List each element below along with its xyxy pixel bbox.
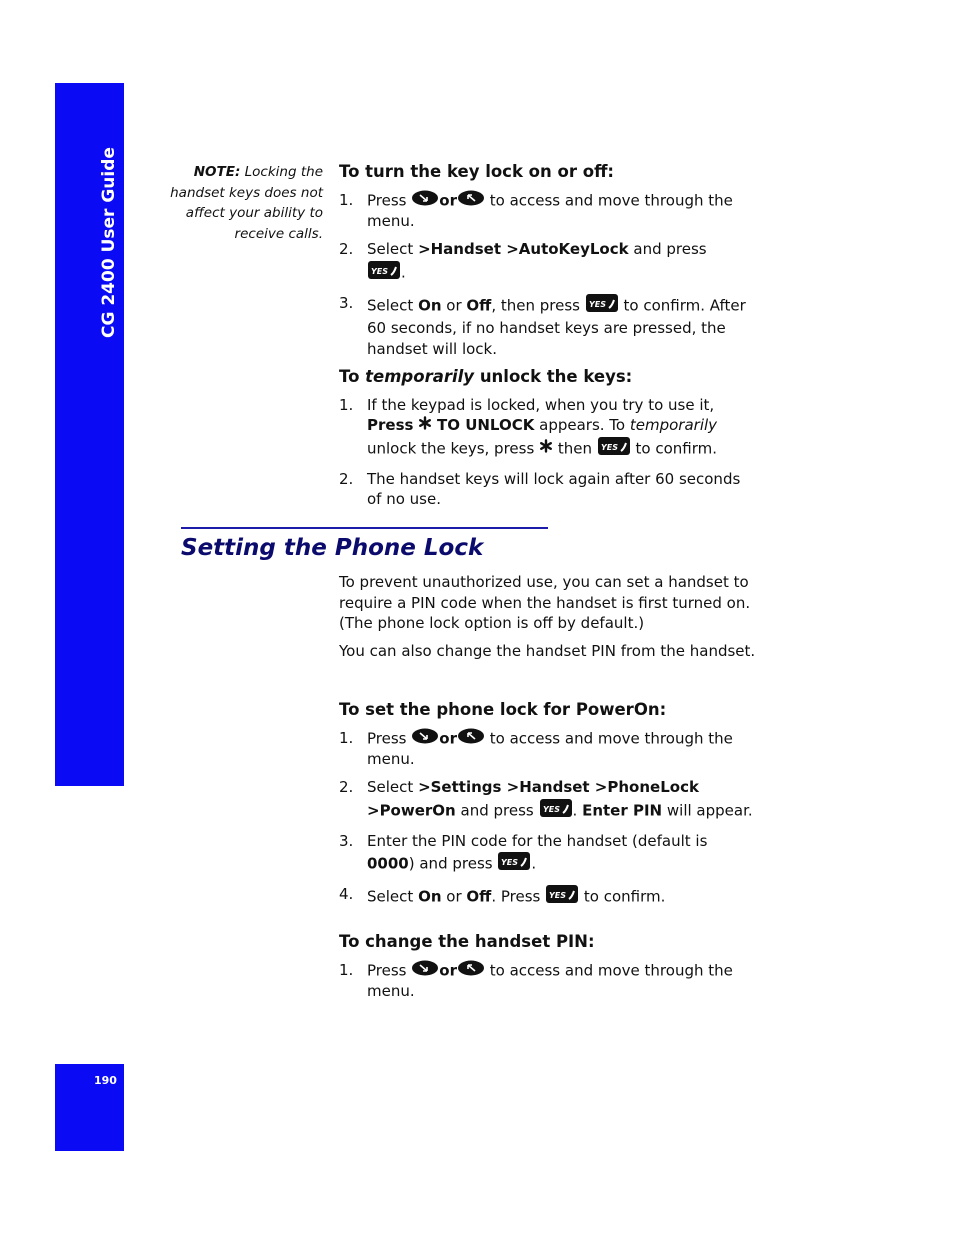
step-text: If the keypad is locked, when you try to use it, — [367, 395, 715, 414]
side-note — [150, 162, 323, 244]
step-text: to access and move through the menu. — [367, 728, 733, 768]
svg-text:YES: YES — [600, 442, 618, 452]
step-text: unlock the keys, press — [367, 439, 535, 457]
svg-text:YES: YES — [371, 266, 389, 276]
temp-unlock-steps — [339, 395, 759, 510]
change-pin-steps — [339, 960, 759, 1002]
intro-paragraph: To prevent unauthorized use, you can set a handset to require a PIN code when the handset is first turned on. (The phone lock option is off by default.) — [339, 573, 751, 632]
poweron-section — [339, 700, 759, 917]
temp-unlock-section — [339, 367, 759, 517]
step-text: . — [531, 854, 537, 873]
step-text: ) and press — [408, 854, 493, 873]
step-text: Select — [367, 778, 414, 796]
nav-down-key-icon — [411, 190, 439, 212]
step-text: Enter the PIN code for the handset (default is — [367, 831, 708, 850]
step-text: will appear. — [666, 800, 753, 819]
list-item — [339, 190, 759, 232]
yes-key-icon — [545, 884, 579, 910]
star-key-icon — [418, 415, 432, 436]
or-text: or — [439, 728, 457, 747]
menu-path: >Handset >AutoKeyLock — [418, 240, 629, 258]
nav-down-key-icon — [411, 728, 439, 750]
step-number: 2. — [339, 778, 354, 796]
key-lock-steps — [339, 190, 759, 360]
side-title-area — [55, 83, 124, 786]
poweron-steps — [339, 728, 759, 910]
yes-key-icon — [597, 436, 631, 462]
heading-part: unlock the keys: — [479, 367, 633, 386]
step-number: 1. — [339, 728, 354, 747]
nav-down-key-icon — [411, 960, 439, 982]
step-text: to confirm. — [635, 439, 718, 457]
step-text: Select — [367, 887, 414, 906]
step-number: 4. — [339, 885, 354, 903]
list-item — [339, 293, 759, 360]
list-item — [339, 960, 759, 1002]
step-text: Select — [367, 295, 414, 314]
note-label: NOTE: — [193, 164, 241, 180]
section-title: Setting the Phone Lock — [181, 535, 484, 561]
step-number: 2. — [339, 240, 354, 258]
step-text: then — [557, 439, 592, 457]
yes-key-icon — [539, 798, 573, 824]
step-text: or — [446, 295, 462, 314]
nav-up-key-icon — [457, 728, 485, 750]
step-number: 2. — [339, 469, 354, 488]
step-text: Press — [367, 960, 407, 979]
list-item — [339, 777, 759, 823]
screen-message: Enter PIN — [582, 800, 663, 819]
step-text: and press — [633, 240, 707, 258]
step-text: to access and move through the menu. — [367, 190, 733, 230]
svg-text:YES: YES — [549, 891, 567, 900]
step-text: or — [446, 887, 462, 906]
or-text: or — [439, 190, 457, 209]
step-text: . Press — [491, 887, 541, 906]
intro-paragraph: You can also change the handset PIN from the handset. — [339, 642, 756, 660]
step-number: 1. — [339, 190, 354, 209]
step-text: . — [572, 800, 578, 819]
step-text: The handset keys will lock again after 60 seconds of no use. — [367, 469, 741, 509]
heading-emphasis: temporarily — [365, 367, 475, 386]
list-item — [339, 884, 759, 910]
page-number: 190 — [94, 1074, 117, 1087]
list-item — [339, 395, 759, 462]
step-text: to confirm. After 60 seconds, if no handset keys are pressed, the handset will lock. — [367, 295, 746, 358]
list-item — [339, 469, 759, 510]
yes-key-icon — [585, 293, 619, 319]
menu-path: >Settings >Handset >PhoneLock >PowerOn — [367, 778, 699, 819]
step-text: Press — [367, 728, 407, 747]
guide-title: CG 2400 User Guide — [99, 147, 119, 338]
section-divider — [181, 527, 548, 529]
step-number: 3. — [339, 293, 354, 312]
note-text: Locking the handset keys does not affect your ability to receive calls. — [170, 164, 323, 242]
key-lock-heading: To turn the key lock on or off: — [339, 162, 615, 181]
nav-up-key-icon — [457, 190, 485, 212]
list-item — [339, 831, 759, 877]
star-key-icon — [539, 438, 553, 459]
on-option: On — [418, 887, 442, 906]
or-text: or — [439, 960, 457, 979]
svg-text:YES: YES — [542, 804, 560, 814]
off-option: Off — [466, 295, 492, 314]
screen-message: Press — [367, 416, 414, 434]
yes-key-icon — [497, 851, 531, 877]
step-text: , then press — [491, 295, 580, 314]
step-text: appears. To — [539, 416, 626, 434]
on-option: On — [418, 295, 442, 314]
key-lock-section — [339, 162, 759, 367]
change-pin-section — [339, 932, 759, 1009]
default-pin: 0000 — [367, 854, 409, 873]
step-text: Press — [367, 190, 407, 209]
step-text: to confirm. — [583, 887, 666, 906]
list-item — [339, 239, 759, 285]
screen-message: TO UNLOCK — [436, 416, 535, 434]
nav-up-key-icon — [457, 960, 485, 982]
temp-unlock-heading — [339, 367, 759, 388]
change-pin-heading: To change the handset PIN: — [339, 932, 595, 951]
step-text: to access and move through the menu. — [367, 960, 733, 1000]
step-number: 1. — [339, 395, 354, 414]
svg-text:YES: YES — [501, 858, 519, 867]
list-item — [339, 728, 759, 770]
step-text: and press — [460, 800, 534, 819]
yes-key-icon — [367, 260, 401, 286]
poweron-heading: To set the phone lock for PowerOn: — [339, 700, 667, 719]
off-option: Off — [466, 887, 492, 906]
heading-part: To — [339, 367, 360, 386]
step-emphasis: temporarily — [629, 416, 718, 434]
svg-text:YES: YES — [588, 299, 606, 309]
step-text: . — [401, 262, 406, 281]
step-number: 1. — [339, 960, 354, 979]
step-text: Select — [367, 240, 414, 258]
intro-section — [339, 572, 759, 669]
step-number: 3. — [339, 831, 354, 850]
